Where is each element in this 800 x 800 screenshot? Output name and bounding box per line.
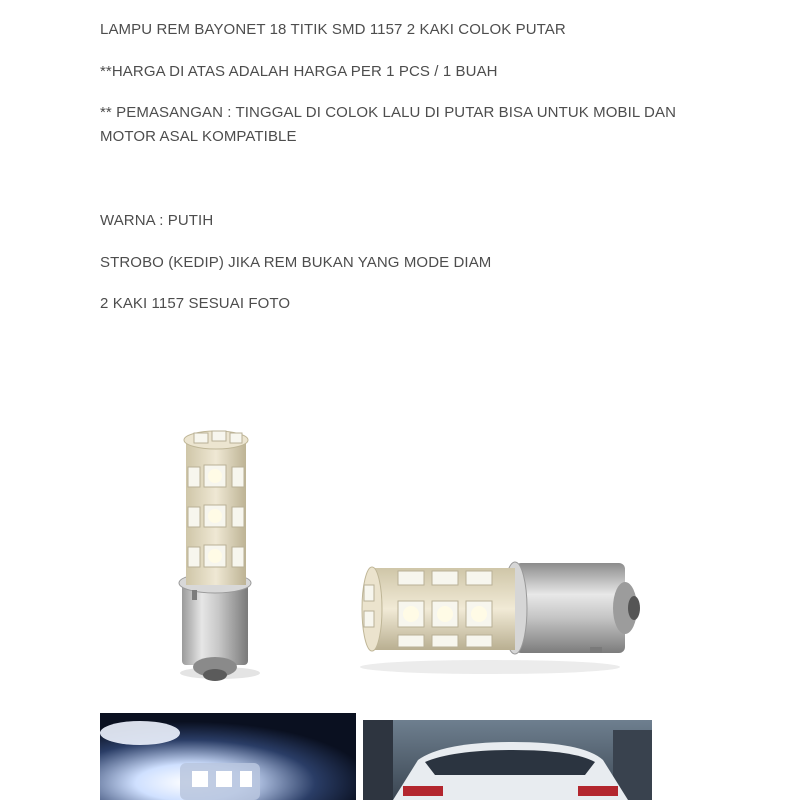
description-color: WARNA : PUTIH [100, 212, 214, 229]
description-price-note: **HARGA DI ATAS ADALAH HARGA PER 1 PCS / 1 BUAH [100, 63, 498, 80]
description-installation-note: ** PEMASANGAN : TINGGAL DI COLOK LALU DI PUTAR BISA UNTUK MOBIL DAN MOTOR ASAL KOMPATIBLE [100, 104, 676, 145]
horizontal-bulb [360, 562, 640, 674]
product-photo-led-bulbs [150, 405, 670, 705]
description-strobe-note: STROBO (KEDIP) JIKA REM BUKAN YANG MODE DIAM [100, 254, 492, 271]
description-title: LAMPU REM BAYONET 18 TITIK SMD 1157 2 KAKI COLOK PUTAR [100, 21, 566, 38]
description-pin-note: 2 KAKI 1157 SESUAI FOTO [100, 295, 291, 312]
vertical-bulb [179, 431, 260, 681]
photo-car-rear [363, 720, 652, 800]
photo-led-lit [100, 713, 356, 800]
